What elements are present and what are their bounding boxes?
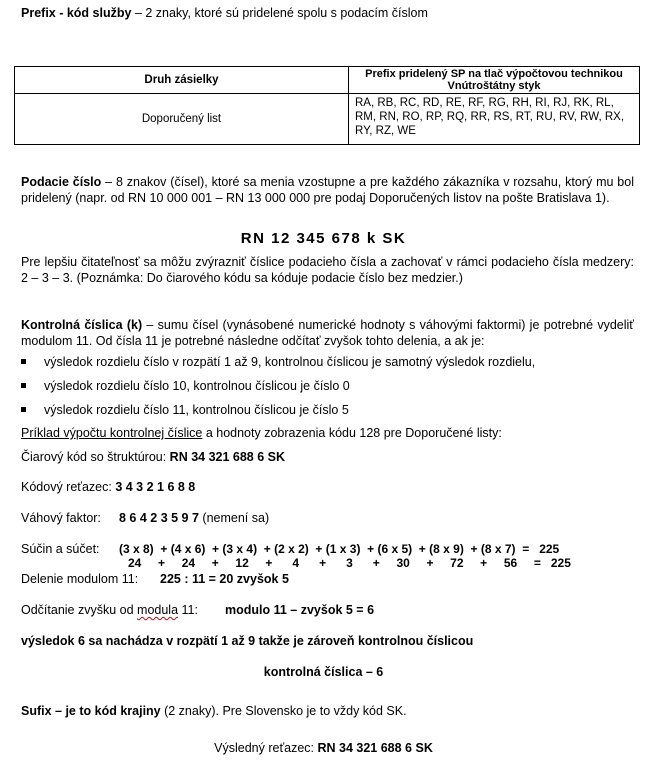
barcode-value: RN 34 321 688 6 SK — [169, 450, 286, 464]
vahovy-value: 8 6 4 2 3 5 9 7 — [119, 511, 199, 525]
bullet-text: výsledok rozdielu číslo 10, kontrolnou číslicou je číslo 0 — [44, 379, 350, 393]
final-line — [0, 741, 647, 755]
bullet-item — [21, 379, 350, 393]
priklad-heading — [21, 426, 502, 440]
barcode-line — [21, 450, 285, 464]
kontrolna-text: – sumu čísel (vynásobené numerické hodnoty s váhovými faktormi) je potrebné vydeliť modulom 11. Od čísla 11 je potrebné následne odčítať zvyšok tohto delenia, a ak je: — [21, 318, 634, 348]
prefix-text: – 2 znaky, ktoré sú pridelené spolu s podacím číslom — [131, 6, 428, 20]
sufix-paragraph — [21, 704, 407, 718]
podacie-label: Podacie číslo — [21, 175, 102, 189]
kodovy-line — [21, 480, 195, 494]
bullet-item — [21, 355, 535, 369]
table-row — [15, 94, 640, 145]
prefix-label: Prefix - kód služby — [21, 6, 132, 20]
sucin-line2: 24 + 24 + 12 + 4 + 3 + 30 + 72 + 56 = 225 — [128, 556, 571, 570]
podacie-note: Pre lepšiu čitateľnosť sa môžu zvýrazniť číslice podacieho čísla a zachovať v rámci podacieho čísla medzery: 2 – 3 – 3. (Poznámka: Do čiarového kódu sa kóduje podacie číslo bez medzier.) — [21, 255, 634, 285]
bullet-square-icon — [21, 359, 26, 364]
odcitanie-post: 11: — [178, 603, 198, 617]
bullet-text: výsledok rozdielu číslo 11, kontrolnou číslicou je číslo 5 — [44, 403, 349, 417]
kontrolna-result: kontrolná číslica – 6 — [263, 665, 384, 679]
odcitanie-squig: modula — [137, 603, 179, 617]
table-header-druh: Druh zásielky — [15, 67, 349, 94]
priklad-rest: a hodnoty zobrazenia kódu 128 pre Doporučené listy: — [202, 426, 502, 440]
odcitanie-value: modulo 11 – zvyšok 5 = 6 — [225, 603, 375, 617]
vahovy-line — [21, 511, 101, 525]
podacie-paragraph — [21, 175, 634, 206]
odcitanie-pre: Odčítanie zvyšku od — [21, 603, 138, 617]
delenie-value: 225 : 11 = 20 zvyšok 5 — [160, 572, 289, 586]
vahovy-label: Váhový faktor: — [21, 511, 101, 525]
sucin-label: Súčin a súčet: — [21, 542, 100, 556]
podacie-text: – 8 znakov (čísel), ktoré sa menia vzostupne a pre každého zákazníka v rozsahu, ktorý mu bol pridelený (napr. od RN 10 000 001 – RN 13 000 000 pre podaj Doporučených listov na pošte Bratislava 1). — [21, 175, 634, 205]
kodovy-value: 3 4 3 2 1 6 8 8 — [115, 480, 196, 494]
priklad-underlined: Príklad výpočtu kontrolnej číslice — [21, 426, 203, 440]
bullet-square-icon — [21, 383, 26, 388]
kontrolna-paragraph — [21, 318, 634, 349]
bullet-text: výsledok rozdielu číslo v rozpätí 1 až 9, kontrolnou číslicou je samotný výsledok rozdielu, — [44, 355, 536, 369]
delenie-label: Delenie modulom 11: — [21, 572, 139, 586]
odcitanie-line — [21, 603, 198, 617]
table-cell-codes: RA, RB, RC, RD, RE, RF, RG, RH, RI, RJ, RK, RL, RM, RN, RO, RP, RQ, RR, RS, RT, RU, RV, RW, RX, RY, RZ, WE — [349, 94, 640, 145]
barcode-label: Čiarový kód so štruktúrou: — [21, 450, 170, 464]
sufix-label: Sufix – je to kód krajiny — [21, 704, 161, 718]
kontrolna-label: Kontrolná číslica (k) — [21, 318, 143, 332]
final-value: RN 34 321 688 6 SK — [317, 741, 433, 755]
table-cell-type: Doporučený list — [15, 94, 349, 145]
sufix-text: (2 znaky). Pre Slovensko je to vždy kód SK. — [160, 704, 407, 718]
vysledok-line: výsledok 6 sa nachádza v rozpätí 1 až 9 takže je zároveň kontrolnou číslicou — [21, 634, 474, 648]
podacie-example: RN 12 345 678 k SK — [240, 230, 407, 247]
sucin-line1: (3 x 8) + (4 x 6) + (3 x 4) + (2 x 2) + (1 x 3) + (6 x 5) + (8 x 9) + (8 x 7) = 225 — [119, 542, 560, 556]
vahovy-note: (nemení sa) — [198, 511, 270, 525]
vahovy-value-wrap — [119, 511, 269, 525]
bullet-square-icon — [21, 407, 26, 412]
bullet-item — [21, 403, 349, 417]
table-header-row — [15, 67, 640, 94]
kodovy-label: Kódový reťazec: — [21, 480, 116, 494]
final-label: Výsledný reťazec: — [214, 741, 318, 755]
prefix-paragraph — [21, 6, 428, 20]
prefix-table — [14, 66, 640, 145]
table-header-prefix: Prefix pridelený SP na tlač výpočtovou technikou Vnútroštátny styk — [349, 67, 640, 94]
